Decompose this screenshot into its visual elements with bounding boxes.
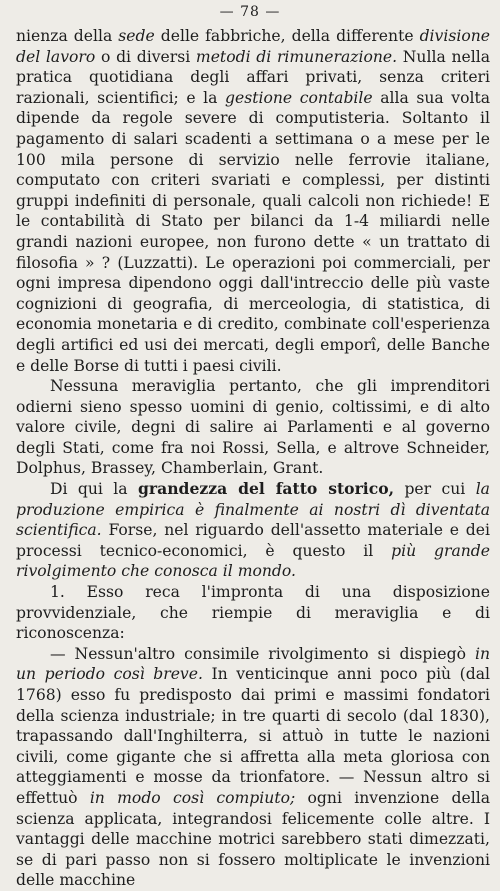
paragraph (16, 26, 490, 376)
italic-text: sede (118, 27, 155, 45)
italic-text: in modo così compiuto; (89, 788, 296, 807)
text-run: 1. Esso reca l'impronta di una disposizione provvidenziale, che riempie di meraviglia e di riconoscenza: (16, 583, 490, 643)
text-run: alla sua volta dipende da regole severe di computisteria. Soltanto il pagamento di salari scadenti a settimana o a mese per le 100 mila persone di servizio nelle ferrovie italiane, computato con criteri svariati e complessi, per distinti gruppi indefiniti di personale, quali calcoli non richiede! E le contabilità di Stato per bilanci da 1-4 miliardi nelle grandi nazioni europee, non furono dette « un trattato di filosofia » ? (Luzzatti). Le operazioni poi commerciali, per ogni impresa dipendono oggi dall'intreccio delle più vaste cognizioni di geografia, di merceologia, di statistica, di economia monetaria e di credito, combinate coll'esperienza degli artifici ed usi dei mercati, degli emporî, delle Banche e delle Borse di tutti i paesi civili. (16, 88, 491, 375)
paragraph (16, 376, 490, 479)
page-number: — 78 — (219, 4, 281, 20)
text-run: Nulla nella pratica quotidiana degli affari privati, senza criteri razionali, scientifici; e la (16, 47, 491, 107)
paragraph (16, 479, 490, 582)
text-run: nienza della (16, 27, 119, 45)
text-run: In venticinque anni poco più (dal 1768) esso fu predisposto dai primi e massimi fondatori della scienza industriale; in tre quarti di secolo (dal 1830), trapassando dall'Inghilterra, si attuò in tutte le nazioni civili, come gigante che si affretta alla meta gloriosa con atteggiamenti e mosse da trionfatore. — Nessun altro si effettuò (16, 665, 490, 807)
text-run: per cui (394, 480, 476, 499)
text-run: — Nessun'altro consimile rivolgimento si dispiegò (50, 644, 475, 663)
body-text (16, 26, 490, 891)
paragraph (16, 582, 490, 644)
italic-text: metodi di rimunerazione. (195, 47, 398, 66)
italic-text: la produzione empirica è finalmente ai nostri dì diventata scientifica. (16, 480, 490, 540)
italic-text: più grande rivolgimento che conosca il mondo. (16, 541, 490, 581)
text-run: o di diversi (95, 47, 196, 66)
text-run: Forse, nel riguardo dell'assetto materiale e dei processi tecnico-economici, è questo il (16, 521, 490, 560)
italic-text: divisione del lavoro (16, 27, 490, 66)
italic-text: gestione contabile (225, 88, 373, 107)
italic-text: in un periodo così breve. (16, 644, 490, 684)
paragraph (16, 644, 490, 891)
text-run: Nessuna meraviglia pertanto, che gli imprenditori odierni sieno spesso uomini di genio, coltissimi, e di alto valore civile, degni di salire ai Parlamenti e al governo degli Stati, come fra noi Rossi, Sella, e altrove Schneider, Dolphus, Brassey, Chamberlain, Grant. (16, 377, 490, 478)
text-run: ogni invenzione della scienza applicata, integrandosi felicemente colle altre. I vantaggi delle macchine motrici sarebbero stati dimezzati, se di pari passo non si fossero moltiplicate le invenzioni delle macchine (16, 788, 490, 890)
bold-text: grandezza del fatto storico, (138, 479, 395, 499)
text-run: Di qui la (50, 480, 138, 499)
text-run: delle fabbriche, della differente (154, 27, 420, 45)
